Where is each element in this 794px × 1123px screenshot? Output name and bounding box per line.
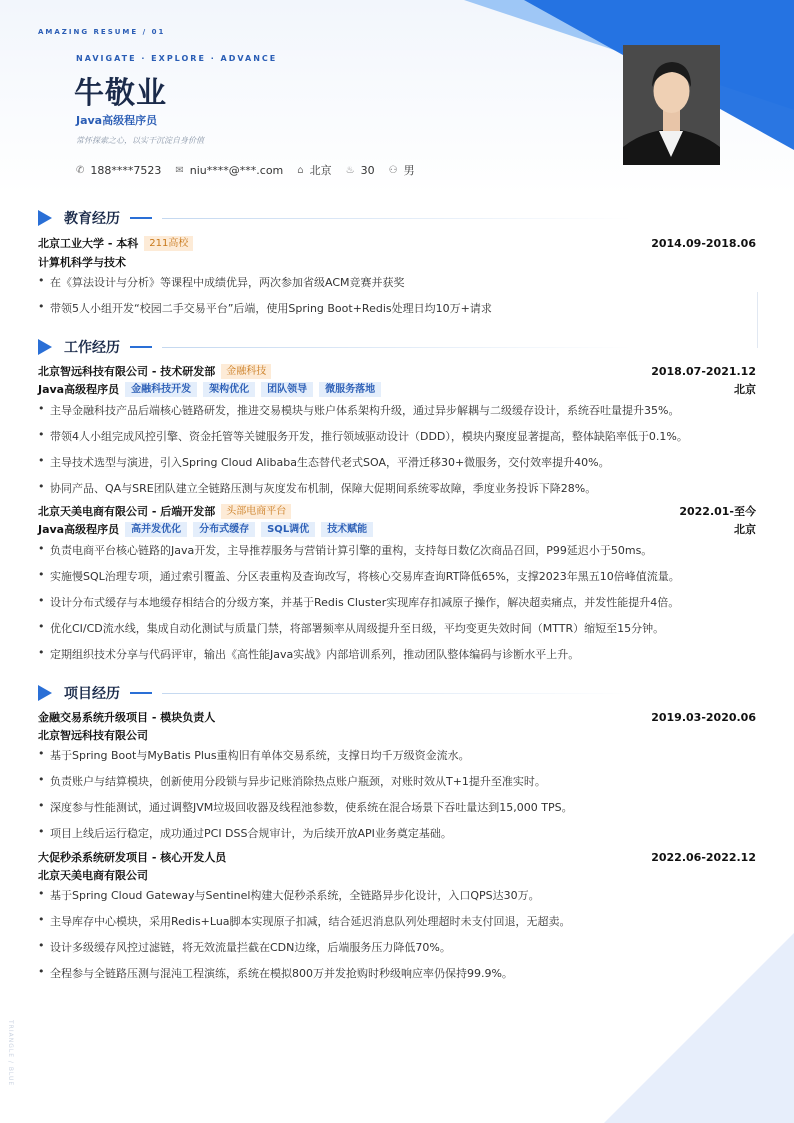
skill-chip: 高并发优化 — [125, 522, 187, 537]
education-header — [38, 235, 756, 251]
section-line — [162, 693, 632, 694]
list-item: • 带领5人小组开发“校园二手交易平台”后端，使用Spring Boot+Redis处理日均10万+请求 — [38, 300, 492, 315]
job-position: Java高级程序员 — [38, 523, 120, 536]
project-name: 金融交易系统升级项目 - 模块负责人 — [38, 711, 216, 724]
job-date: 2022.01-至今 — [679, 505, 756, 518]
list-item: • 主导库存中心模块，采用Redis+Lua脚本实现原子扣减，结合延迟消息队列处理超时未支付回退，无超卖。 — [38, 913, 571, 928]
company-name: 北京智远科技有限公司 - 技术研发部 — [38, 365, 216, 378]
section-line — [162, 347, 632, 348]
list-item: • 深度参与性能测试，通过调整JVM垃圾回收器及线程池参数，使系统在混合场景下吞吐量达到15,000 TPS。 — [38, 799, 573, 814]
job-city: 北京 — [734, 523, 756, 536]
project-header — [38, 709, 756, 725]
section-title: 教育经历 — [64, 211, 120, 227]
person-name: 牛敬业 — [74, 76, 167, 111]
list-item: • 设计分布式缓存与本地缓存相结合的分级方案，并基于Redis Cluster实现库存扣减原子操作，解决超卖痛点，并发性能提升4倍。 — [38, 594, 680, 609]
divider — [757, 292, 758, 348]
section-arrow-icon — [38, 685, 52, 701]
list-item: • 定期组织技术分享与代码评审，输出《高性能Java实战》内部培训系列，推动团队整体编码与诊断水平上升。 — [38, 646, 580, 661]
profile-photo — [623, 45, 720, 165]
top-tag: AMAZING RESUME / 01 — [38, 28, 166, 36]
skill-chip: 团队领导 — [261, 382, 313, 397]
list-item: • 实施慢SQL治理专项，通过索引覆盖、分区表重构及查询改写，将核心交易库查询RT降低65%，支撑2023年黑五10倍峰值流量。 — [38, 568, 680, 583]
gender-icon: ⚇ — [388, 164, 398, 176]
job-header — [38, 363, 756, 379]
contact-gender — [389, 162, 415, 178]
list-item: • 优化CI/CD流水线，集成自动化测试与质量门禁，将部署频率从周级提升至日级，平均变更失效时间（MTTR）缩短至15分钟。 — [38, 620, 665, 635]
contact-email — [175, 164, 283, 177]
company-tag: 金融科技 — [221, 364, 271, 379]
side-vertical-text: TRIANGLE / BLUE — [7, 1020, 14, 1087]
job-city: 北京 — [734, 383, 756, 396]
age-icon: ♨ — [345, 164, 355, 176]
project-header — [38, 849, 756, 865]
section-arrow-icon — [38, 339, 52, 355]
list-item: • 全程参与全链路压测与混沌工程演练，系统在模拟800万并发抢购时秒级响应率仍保持99.9%。 — [38, 965, 513, 980]
project-company: 北京天美电商有限公司 — [38, 869, 148, 882]
job-title: Java高级程序员 — [76, 114, 158, 127]
job-position: Java高级程序员 — [38, 383, 120, 396]
gender-text: 男 — [403, 164, 415, 177]
section-work — [38, 337, 632, 357]
project-date: 2022.06-2022.12 — [651, 850, 756, 864]
skill-chip: SQL调优 — [261, 522, 315, 537]
section-line — [162, 218, 632, 219]
list-item: • 负责电商平台核心链路的Java开发，主导推荐服务与营销计算引擎的重构，支持每日数亿次商品召回，P99延迟小于50ms。 — [38, 542, 653, 557]
city-text: 北京 — [309, 164, 332, 177]
age-text: 30 — [360, 163, 375, 177]
home-icon: ⌂ — [297, 164, 304, 176]
section-title: 工作经历 — [64, 340, 120, 356]
list-item: • 主导金融科技产品后端核心链路研发，推进交易模块与账户体系架构升级，通过异步解耦与二级缓存设计，系统吞吐量提升35%。 — [38, 402, 680, 417]
list-item: • 基于Spring Cloud Gateway与Sentinel构建大促秒杀系统，全链路异步化设计，入口QPS达30万。 — [38, 887, 540, 902]
contact-bar — [76, 162, 429, 178]
project-name: 大促秒杀系统研发项目 - 核心开发人员 — [38, 851, 227, 864]
project-company: 北京智远科技有限公司 — [38, 729, 148, 742]
email-icon: ✉ — [175, 164, 184, 176]
list-item: • 在《算法设计与分析》等课程中成绩优异，两次参加省级ACM竞赛并获奖 — [38, 274, 405, 289]
phone-icon: ✆ — [76, 164, 85, 176]
company-name: 北京天美电商有限公司 - 后端开发部 — [38, 505, 216, 518]
list-item: • 主导技术选型与演进，引入Spring Cloud Alibaba生态替代老式SOA，平滑迁移30+微服务，交付效率提升40%。 — [38, 454, 610, 469]
section-education — [38, 208, 632, 228]
list-item: • 设计多级缓存风控过滤链，将无效流量拦截在CDN边缘，后端服务压力降低70%。 — [38, 939, 451, 954]
company-tag: 头部电商平台 — [221, 504, 291, 519]
list-item: • 负责账户与结算模块，创新使用分段锁与异步记账消除热点账户瓶颈，对账时效从T+1提升至准实时。 — [38, 773, 546, 788]
nav-tag: NAVIGATE · EXPLORE · ADVANCE — [76, 54, 278, 63]
list-item: • 基于Spring Boot与MyBatis Plus重构旧有单体交易系统，支撑日均千万级资金流水。 — [38, 747, 470, 762]
skill-chip: 微服务落地 — [319, 382, 381, 397]
project-company-row — [38, 727, 756, 743]
job-header — [38, 503, 756, 519]
school-tag: 211高校 — [144, 236, 193, 251]
section-title: 项目经历 — [64, 686, 120, 702]
list-item: • 协同产品、QA与SRE团队建立全链路压测与灰度发布机制，保障大促期间系统零故障，季度业务投诉下降28%。 — [38, 480, 597, 495]
education-major-row — [38, 254, 756, 270]
email-text: niu****@***.com — [189, 163, 284, 177]
project-date: 2019.03-2020.06 — [651, 710, 756, 724]
section-dash — [130, 346, 152, 348]
contact-phone — [76, 164, 161, 177]
job-position-row — [38, 381, 756, 397]
list-item: • 带领4人小组完成风控引擎、资金托管等关键服务开发，推行领域驱动设计（DDD），模块内聚度显著提高，整体缺陷率低于0.1%。 — [38, 428, 688, 443]
motto: 常怀探索之心，以实干沉淀自身价值 — [76, 136, 204, 145]
decor-triangle-bottom — [604, 933, 794, 1123]
section-arrow-icon — [38, 210, 52, 226]
education-date: 2014.09-2018.06 — [651, 236, 756, 250]
section-dash — [130, 692, 152, 694]
contact-city — [297, 162, 331, 178]
contact-age — [346, 164, 375, 177]
skill-chip: 分布式缓存 — [193, 522, 255, 537]
section-projects — [38, 683, 632, 703]
education-major: 计算机科学与技术 — [38, 256, 126, 269]
project-company-row — [38, 867, 756, 883]
phone-text: 188****7523 — [90, 163, 162, 177]
skill-chip: 架构优化 — [203, 382, 255, 397]
job-date: 2018.07-2021.12 — [651, 364, 756, 378]
section-dash — [130, 217, 152, 219]
school-name: 北京工业大学 - 本科 — [38, 237, 139, 250]
skill-chip: 技术赋能 — [321, 522, 373, 537]
job-position-row — [38, 521, 756, 537]
skill-chip: 金融科技开发 — [125, 382, 197, 397]
list-item: • 项目上线后运行稳定，成功通过PCI DSS合规审计，为后续开放API业务奠定基础。 — [38, 825, 452, 840]
